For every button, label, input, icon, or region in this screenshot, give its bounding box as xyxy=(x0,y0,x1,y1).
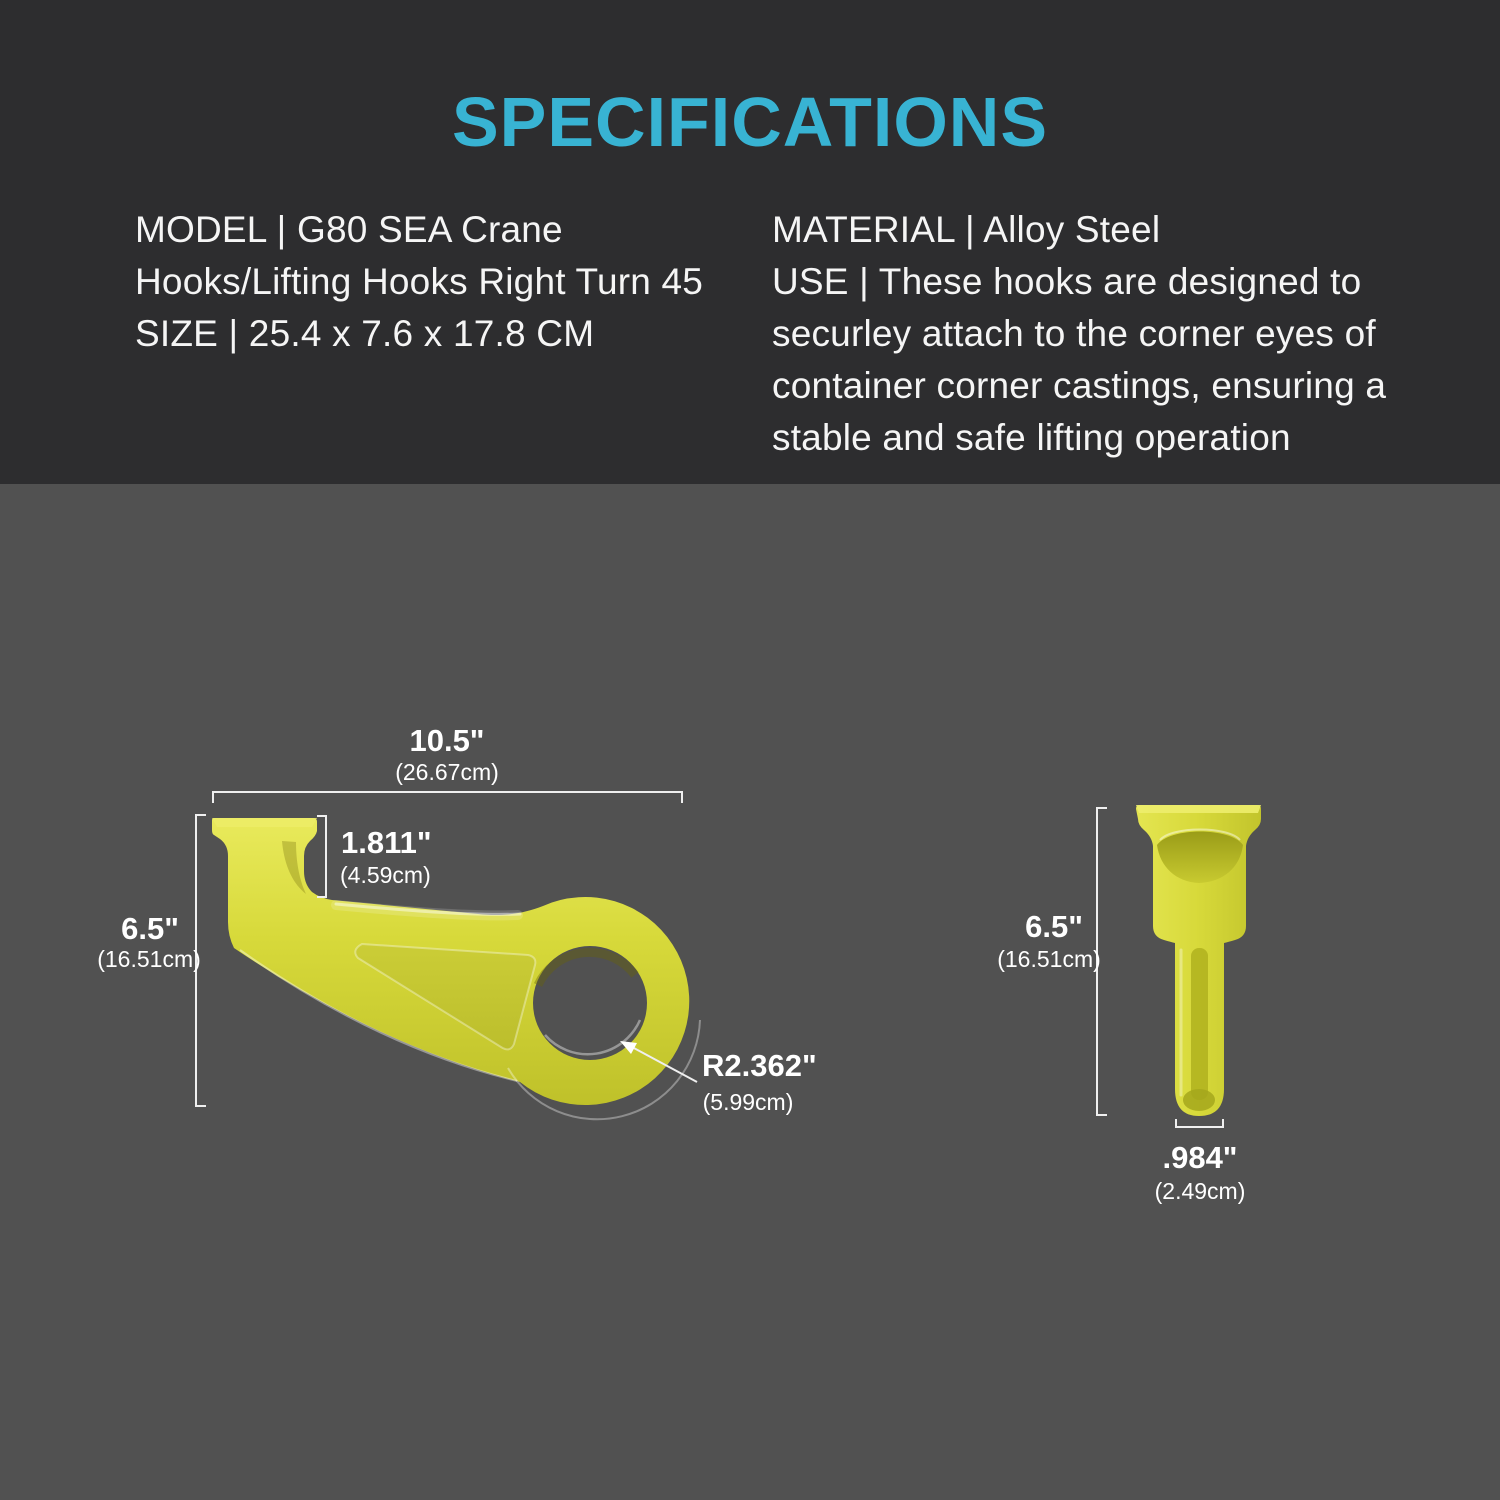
end-width-in-label: .984" xyxy=(1162,1140,1238,1175)
hook-side-view xyxy=(212,818,700,1119)
end-flange-top-face xyxy=(1136,805,1261,813)
end-height-in-label: 6.5" xyxy=(1025,909,1083,944)
side-flange-cm-label: (4.59cm) xyxy=(340,862,431,888)
spec-line: MATERIAL | Alloy Steel xyxy=(772,209,1161,250)
end-width-bracket xyxy=(1176,1119,1223,1127)
shaft-tip-shadow xyxy=(1183,1089,1215,1111)
shaft-core-shadow xyxy=(1191,948,1208,1100)
spec-line: Hooks/Lifting Hooks Right Turn 45 xyxy=(135,261,704,302)
side-flange-bracket xyxy=(317,816,326,897)
side-height-cm-label: (16.51cm) xyxy=(97,946,201,972)
spec-line: securley attach to the corner eyes of xyxy=(772,313,1376,354)
side-radius-cm-label: (5.99cm) xyxy=(702,1089,794,1115)
page-title: SPECIFICATIONS xyxy=(451,83,1049,161)
side-height-in-label: 6.5" xyxy=(121,911,179,946)
spec-line: MODEL | G80 SEA Crane xyxy=(135,209,563,250)
hook-end-view xyxy=(1136,805,1261,1116)
end-width-cm-label: (2.49cm) xyxy=(1154,1178,1246,1204)
spec-line: container corner castings, ensuring a xyxy=(772,365,1387,406)
flange-top-face xyxy=(212,818,317,827)
side-radius-in-label: R2.362" xyxy=(702,1048,817,1083)
side-width-cm-label: (26.67cm) xyxy=(395,759,499,785)
spec-line: stable and safe lifting operation xyxy=(772,417,1291,458)
side-flange-in-label: 1.811" xyxy=(341,825,432,860)
side-width-in-label: 10.5" xyxy=(409,723,485,758)
end-height-cm-label: (16.51cm) xyxy=(997,946,1101,972)
spec-line: SIZE | 25.4 x 7.6 x 17.8 CM xyxy=(135,313,595,354)
side-width-bracket xyxy=(213,792,682,803)
spec-line: USE | These hooks are designed to xyxy=(772,261,1362,302)
